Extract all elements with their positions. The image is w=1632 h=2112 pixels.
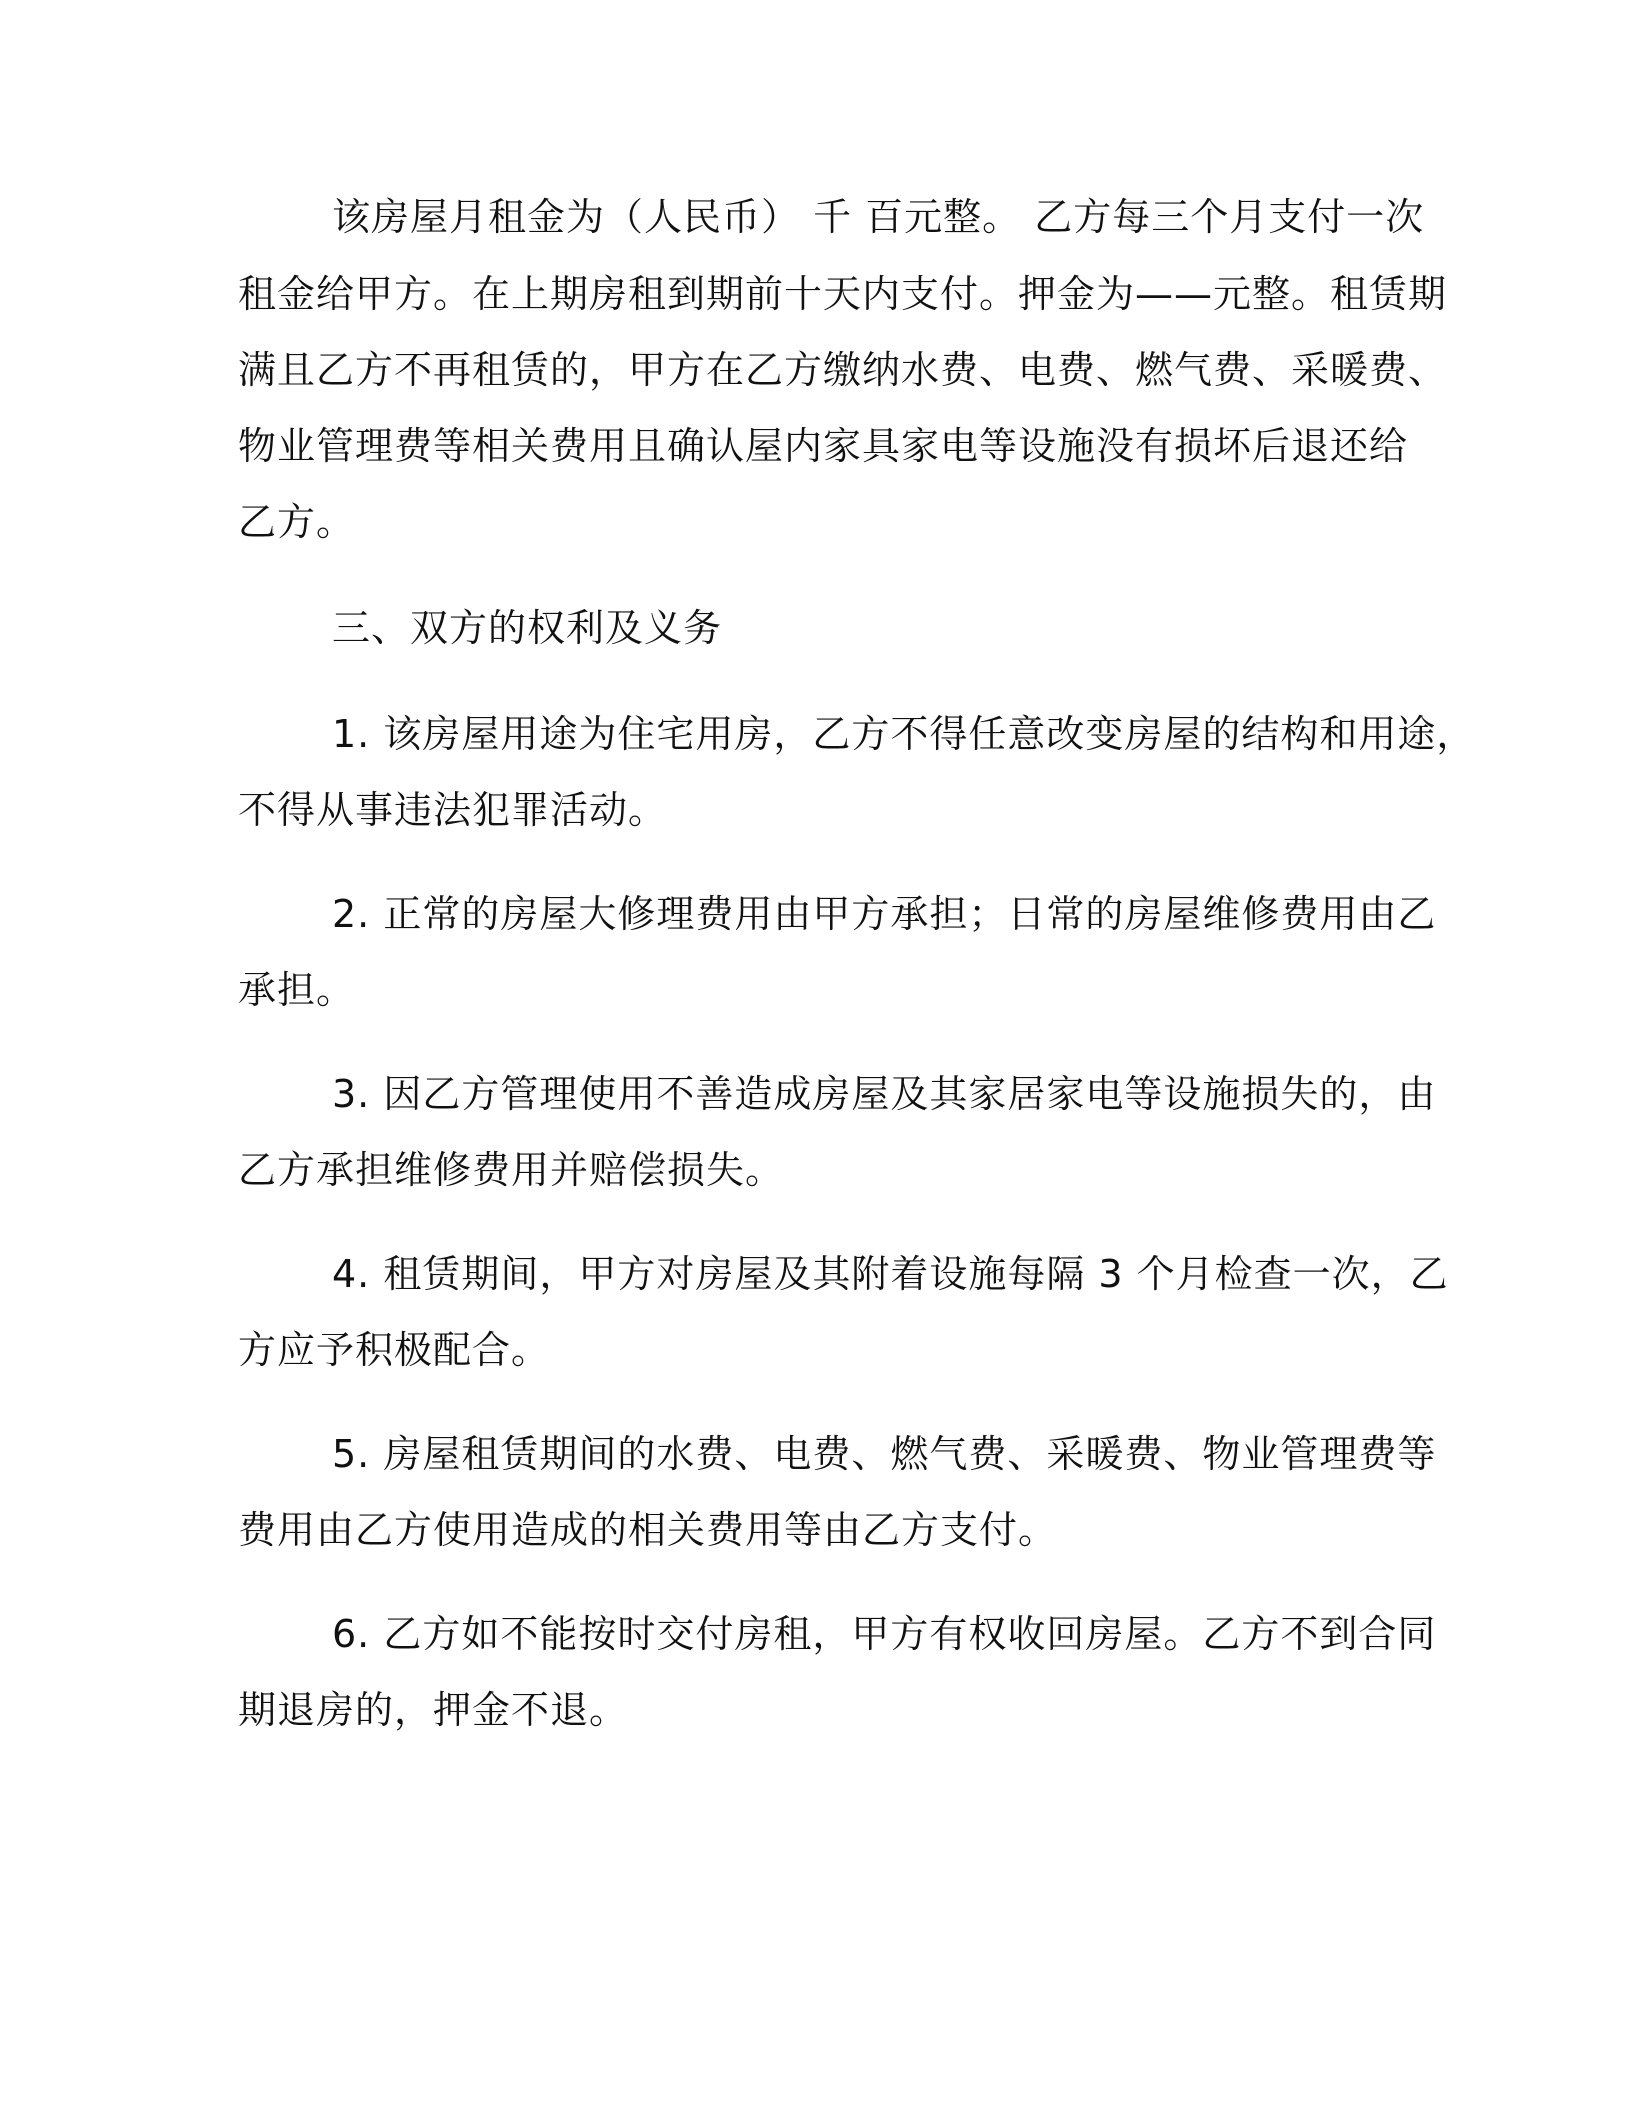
text-line: 租金给甲方。在上期房租到期前十天内支付。押金为——元整。租赁期: [238, 272, 1448, 316]
text-line: 期退房的，押金不退。: [238, 1688, 629, 1732]
text-line: 不得从事违法犯罪活动。: [238, 788, 668, 832]
text-line: 该房屋月租金为（人民币） 千 百元整。 乙方每三个月支付一次: [332, 195, 1425, 239]
text-line: 6. 乙方如不能按时交付房租，甲方有权收回房屋。乙方不到合同: [332, 1612, 1437, 1656]
text-line: 费用由乙方使用造成的相关费用等由乙方支付。: [238, 1508, 1058, 1552]
text-line: 方应予积极配合。: [238, 1328, 551, 1372]
text-line: 乙方。: [238, 500, 356, 544]
text-line: 3. 因乙方管理使用不善造成房屋及其家居家电等设施损失的，由: [332, 1072, 1437, 1116]
text-line: 1. 该房屋用途为住宅用房，乙方不得任意改变房屋的结构和用途，: [332, 712, 1476, 756]
text-line: 承担。: [238, 968, 356, 1012]
text-line: 4. 租赁期间，甲方对房屋及其附着设施每隔 3 个月检查一次，乙: [332, 1252, 1449, 1296]
text-line: 2. 正常的房屋大修理费用由甲方承担；日常的房屋维修费用由乙: [332, 892, 1437, 936]
text-line: 5. 房屋租赁期间的水费、电费、燃气费、采暖费、物业管理费等: [332, 1432, 1437, 1476]
text-line: 物业管理费等相关费用且确认屋内家具家电等设施没有损坏后退还给: [238, 424, 1409, 468]
text-line: 满且乙方不再租赁的，甲方在乙方缴纳水费、电费、燃气费、采暖费、: [238, 348, 1448, 392]
section-heading: 三、双方的权利及义务: [332, 606, 723, 650]
text-line: 乙方承担维修费用并赔偿损失。: [238, 1148, 785, 1192]
